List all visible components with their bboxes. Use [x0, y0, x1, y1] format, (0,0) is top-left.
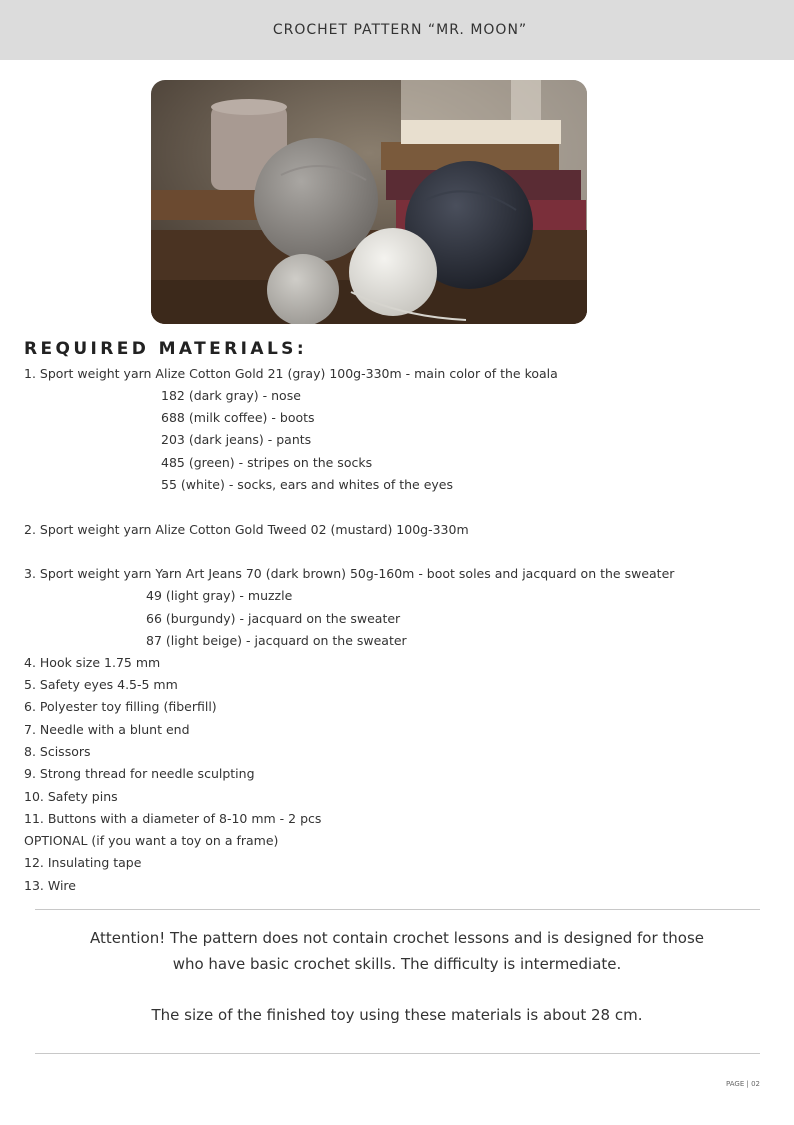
- attention-note-line-2: who have basic crochet skills. The difficulty is intermediate.: [172, 955, 622, 973]
- materials-heading: REQUIRED MATERIALS:: [24, 339, 308, 359]
- optional-label: OPTIONAL (if you want a toy on a frame): [24, 833, 279, 848]
- material-item-1-sub: 485 (green) - stripes on the socks: [161, 455, 373, 470]
- yarn-balls-photo: [151, 80, 587, 324]
- material-item-1-sub: 203 (dark jeans) - pants: [161, 432, 312, 447]
- divider: [35, 1053, 760, 1054]
- divider: [35, 909, 760, 910]
- material-item-2: 2. Sport weight yarn Alize Cotton Gold Tweed 02 (mustard) 100g-330m: [24, 522, 469, 537]
- material-item: 10. Safety pins: [24, 789, 118, 804]
- toy-size-note: The size of the finished toy using these materials is about 28 cm.: [151, 1006, 643, 1024]
- material-item: 12. Insulating tape: [24, 855, 142, 870]
- material-item-1-sub: 55 (white) - socks, ears and whites of the eyes: [161, 477, 453, 492]
- page-number: PAGE | 02: [725, 1080, 760, 1088]
- material-item-3-sub: 66 (burgundy) - jacquard on the sweater: [146, 611, 401, 626]
- material-item-3: 3. Sport weight yarn Yarn Art Jeans 70 (dark brown) 50g-160m - boot soles and jacquard on the sweater: [24, 566, 675, 581]
- material-item-1: 1. Sport weight yarn Alize Cotton Gold 21 (gray) 100g-330m - main color of the koala: [24, 366, 558, 381]
- material-item-3-sub: 87 (light beige) - jacquard on the sweater: [146, 633, 407, 648]
- material-item: 4. Hook size 1.75 mm: [24, 655, 161, 670]
- material-item: 13. Wire: [24, 878, 76, 893]
- material-item: 6. Polyester toy filling (fiberfill): [24, 699, 217, 714]
- material-item: 5. Safety eyes 4.5-5 mm: [24, 677, 178, 692]
- material-item-3-sub: 49 (light gray) - muzzle: [146, 588, 293, 603]
- page-header: [0, 0, 794, 60]
- material-item: 9. Strong thread for needle sculpting: [24, 766, 255, 781]
- pattern-title: CROCHET PATTERN “MR. MOON”: [272, 22, 528, 38]
- material-item: 8. Scissors: [24, 744, 91, 759]
- material-item-1-sub: 182 (dark gray) - nose: [161, 388, 301, 403]
- attention-note-line-1: Attention! The pattern does not contain crochet lessons and is designed for those: [89, 929, 705, 947]
- material-item-1-sub: 688 (milk coffee) - boots: [161, 410, 315, 425]
- material-item: 7. Needle with a blunt end: [24, 722, 190, 737]
- material-item: 11. Buttons with a diameter of 8-10 mm - 2 pcs: [24, 811, 322, 826]
